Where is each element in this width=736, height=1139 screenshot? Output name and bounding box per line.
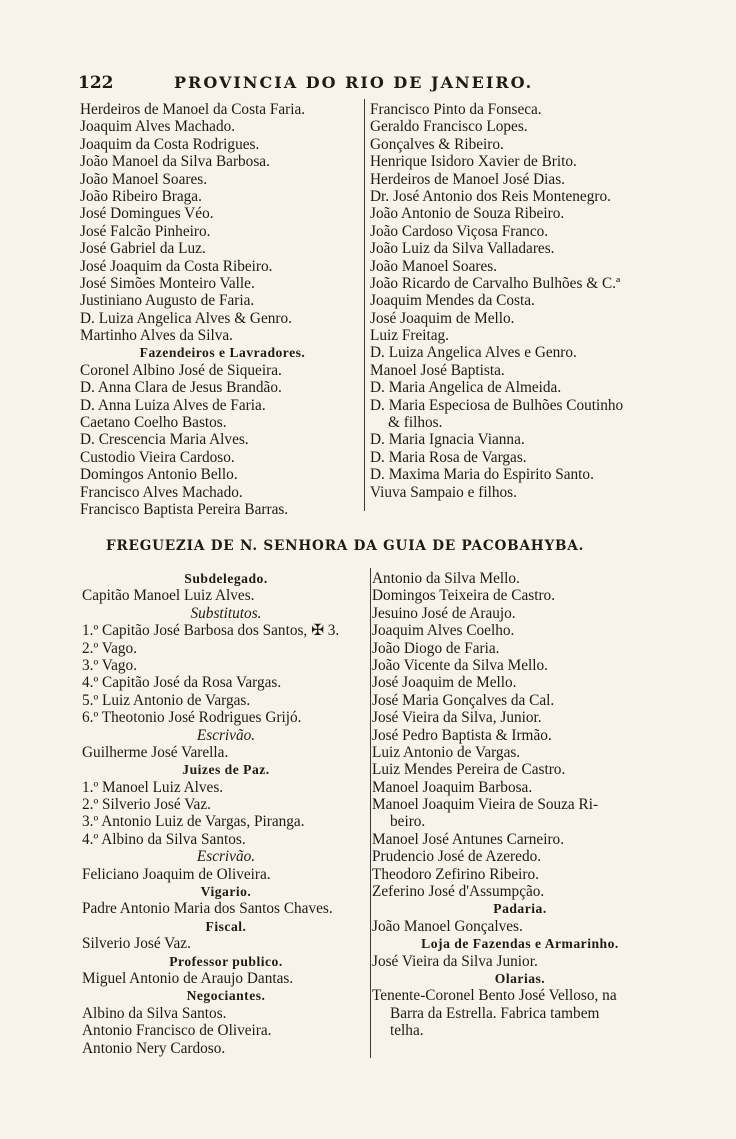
list-item: Manoel José Antunes Carneiro. [372,830,565,848]
list-item: & filhos. [388,414,443,432]
bottom-right-column [372,570,668,1040]
list-item: Gonçalves & Ribeiro. [370,135,504,153]
top-right-column [370,101,660,501]
list-item: 1.º Capitão José Barbosa dos Santos, ✠ 3. [82,622,340,640]
list-item: Herdeiros de Manoel José Dias. [370,170,565,188]
list-item: D. Maxima Maria do Espirito Santo. [370,466,594,484]
list-item: 3.º Antonio Luiz de Vargas, Piranga. [82,813,305,831]
list-item: Albino da Silva Santos. [82,1004,227,1022]
list-item: D. Anna Luiza Alves de Faria. [80,396,266,414]
list-item: Henrique Isidoro Xavier de Brito. [370,153,577,171]
list-item: José Joaquim da Costa Ribeiro. [80,257,273,275]
list-item: João Diogo de Faria. [372,639,500,657]
list-item: José Domingues Véo. [80,205,214,223]
list-item: Jesuino José de Araujo. [372,604,516,622]
list-item: João Vicente da Silva Mello. [372,656,548,674]
list-item: 4.º Capitão José da Rosa Vargas. [82,674,282,692]
list-item: beiro. [390,813,426,831]
list-item: 2.º Vago. [82,639,138,657]
list-item: 2.º Silverio José Vaz. [82,796,211,814]
list-item: D. Luiza Angelica Alves & Genro. [80,309,292,327]
section-heading-olarias: Olarias. [494,970,546,986]
column-divider-bottom [370,568,371,1058]
list-item: Francisco Baptista Pereira Barras. [80,500,289,518]
list-item: Coronel Albino José de Siqueira. [80,361,282,379]
list-item: D. Crescencia Maria Alves. [80,431,249,449]
list-item: 5.º Luiz Antonio de Vargas. [82,691,251,709]
section-heading-padaria: Padaria. [493,901,547,917]
list-item: José Joaquim de Mello. [372,674,517,692]
list-item: Barra da Estrella. Fabrica tambem [390,1004,600,1022]
list-item: Domingos Teixeira de Castro. [372,587,556,605]
list-item: Zeferino José d'Assumpção. [372,883,545,901]
list-item: Capitão Manoel Luiz Alves. [82,587,255,605]
list-item: José Pedro Baptista & Irmão. [372,726,552,744]
list-item: Antonio da Silva Mello. [372,570,520,587]
list-item: D. Luiza Angelica Alves e Genro. [370,344,577,362]
list-item: Feliciano Joaquim de Oliveira. [82,865,271,883]
list-item: Theodoro Zefirino Ribeiro. [372,865,539,883]
list-item: Luiz Antonio de Vargas. [372,743,521,761]
list-item: José Vieira da Silva Junior. [372,952,538,970]
list-item: D. Maria Angelica de Almeida. [370,379,562,397]
list-item: 6.º Theotonio José Rodrigues Grijó. [82,709,302,727]
list-item: José Falcão Pinheiro. [80,222,211,240]
section-heading-fazendeiros: Fazendeiros e Lavradores. [139,345,306,361]
page-number: 122 [78,73,114,93]
list-item: Joaquim Alves Coelho. [372,622,515,640]
list-item: Viuva Sampaio e filhos. [370,483,517,501]
list-item: José Vieira da Silva, Junior. [372,709,542,727]
list-item: Francisco Pinto da Fonseca. [370,101,542,118]
section-heading-substitutos: Substitutos. [190,604,262,622]
list-item: Joaquim Alves Machado. [80,118,236,136]
top-left-column [80,101,365,518]
list-item: telha. [390,1022,424,1040]
section-heading-escrivao-2: Escrivão. [196,848,256,866]
list-item: José Joaquim de Mello. [370,309,515,327]
list-item: 3.º Vago. [82,656,138,674]
section-heading-juizes: Juizes de Paz. [182,762,270,778]
list-item: João Manoel Soares. [370,257,498,275]
list-item: Manoel Joaquim Barbosa. [372,778,533,796]
list-item: Luiz Freitag. [370,327,450,345]
section-heading-vigario: Vigario. [200,884,252,900]
section-heading-fiscal: Fiscal. [205,918,247,934]
list-item: Dr. José Antonio dos Reis Montenegro. [370,187,611,205]
list-item: Custodio Vieira Cardoso. [80,448,235,466]
list-item: João Ribeiro Braga. [80,187,202,205]
list-item: Herdeiros de Manoel da Costa Faria. [80,101,306,118]
section-heading-professor: Professor publico. [169,953,283,969]
list-item: Antonio Francisco de Oliveira. [82,1022,272,1040]
list-item: Domingos Antonio Bello. [80,466,238,484]
list-item: 1.º Manoel Luiz Alves. [82,778,224,796]
list-item: Caetano Coelho Bastos. [80,414,227,432]
list-item: João Manoel da Silva Barbosa. [80,153,270,171]
list-item: João Manoel Soares. [80,170,208,188]
list-item: D. Anna Clara de Jesus Brandão. [80,379,282,397]
bottom-left-column [82,570,370,1057]
page-title: PROVINCIA DO RIO DE JANEIRO. [174,73,534,92]
section-heading-negociantes: Negociantes. [186,988,266,1004]
list-item: Padre Antonio Maria dos Santos Chaves. [82,900,333,918]
list-item: Silverio José Vaz. [82,935,191,953]
list-item: Francisco Alves Machado. [80,483,243,501]
freguezia-title: FREGUEZIA DE N. SENHORA DA GUIA DE PACOBAHYBA. [106,538,585,554]
section-heading-escrivao: Escrivão. [196,726,256,744]
page-header [78,73,558,95]
section-heading-subdelegado: Subdelegado. [184,571,268,586]
list-item: João Luiz da Silva Valladares. [370,240,555,258]
list-item: João Antonio de Souza Ribeiro. [370,205,565,223]
list-item: Joaquim da Costa Rodrigues. [80,135,260,153]
list-item: Martinho Alves da Silva. [80,327,233,345]
list-item: Justiniano Augusto de Faria. [80,292,255,310]
list-item: Luiz Mendes Pereira de Castro. [372,761,566,779]
list-item: Manoel José Baptista. [370,361,505,379]
list-item: João Ricardo de Carvalho Bulhões & C.ª [370,274,621,292]
list-item: D. Maria Ignacia Vianna. [370,431,525,449]
list-item: D. Maria Especiosa de Bulhões Coutinho [370,396,624,414]
section-heading-loja: Loja de Fazendas e Armarinho. [421,936,619,952]
list-item: Prudencio José de Azeredo. [372,848,542,866]
list-item: José Maria Gonçalves da Cal. [372,691,555,709]
list-item: Miguel Antonio de Araujo Dantas. [82,969,294,987]
list-item: D. Maria Rosa de Vargas. [370,448,527,466]
list-item: Manoel Joaquim Vieira de Souza Ri- [372,796,599,814]
list-item: Tenente-Coronel Bento José Velloso, na [372,987,617,1005]
list-item: 4.º Albino da Silva Santos. [82,830,246,848]
list-item: Guilherme José Varella. [82,743,229,761]
list-item: José Simões Monteiro Valle. [80,274,255,292]
list-item: Joaquim Mendes da Costa. [370,292,535,310]
list-item: Geraldo Francisco Lopes. [370,118,528,136]
list-item: José Gabriel da Luz. [80,240,206,258]
list-item: Antonio Nery Cardoso. [82,1039,226,1057]
list-item: João Cardoso Viçosa Franco. [370,222,549,240]
list-item: João Manoel Gonçalves. [372,917,523,935]
